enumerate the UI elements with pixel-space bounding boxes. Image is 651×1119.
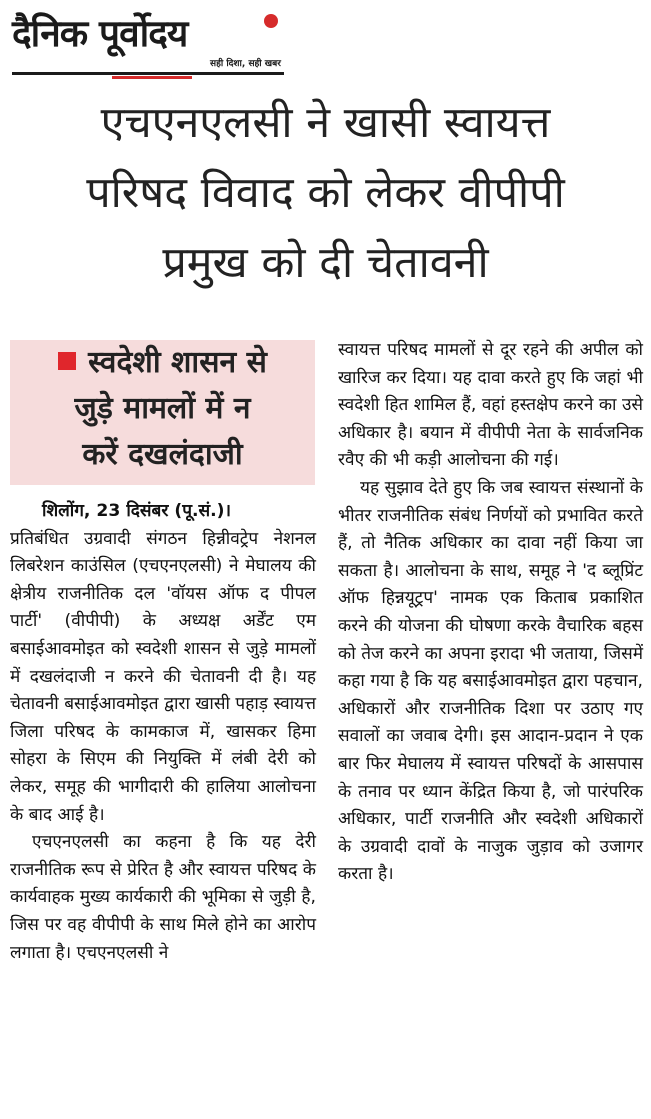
dateline: शिलोंग, 23 दिसंबर (पू.सं.)। (42, 501, 232, 521)
article-paragraph: एचएनएलसी का कहना है कि यह देरी राजनीतिक रूप से प्रेरित है और स्वायत्त परिषद के कार्यवाहक मुख्य कार्यकारी की भूमिका से जुड़ी है, जिस पर वह वीपीपी के साथ मिले होने का आरोप लगाता है। एचएनएलसी ने (10, 832, 316, 963)
subheadline-line: करें दखलंदाजी (82, 437, 243, 472)
article-paragraph: यह सुझाव देते हुए कि जब स्वायत्त संस्थानों के भीतर राजनीतिक संबंध निर्णयों को प्रभावित करते हैं, तो नैतिक अधिकार का दावा नहीं किया जा सकता है। आलोचना के साथ, समूह ने 'द ब्लूप्रिंट ऑफ हिन्नयूट्रप' नामक एक किताब प्रकाशित करने की योजना की घोषणा करके वैचारिक बहस को तेज करने का अपना इरादा भी जताया, जिसमें कहा गया है कि यह बसाईआवमोइत द्वारा पहचान, अधिकारों और राजनीतिक दिशा पर उठाए गए सवालों का जवाब देगी। इस आदान-प्रदान ने एक बार फिर मेघालय में स्वायत्त परिषदों के आसपास के तनाव पर ध्यान केंद्रित किया है, जो पारंपरिक अधिकार, पार्टी राजनीति और स्वदेशी अधिकारों के उग्रवादी दावों के नाजुक जुड़ाव को उजागर करता है। (338, 477, 643, 885)
newspaper-tagline: सही दिशा, सही खबर (210, 59, 281, 69)
headline (0, 88, 651, 298)
article-column-left (10, 498, 316, 967)
article-paragraph: प्रतिबंधित उग्रवादी संगठन हिन्नीवट्रेप नेशनल लिबरेशन काउंसिल (एचएनएलसी) ने मेघालय की क्षेत्रीय राजनीतिक दल 'वॉयस ऑफ द पीपल पार्टी' (वीपीपी) के अध्यक्ष अर्डेंट एम बसाईआवमोइत को स्वदेशी शासन से जुड़े मामलों में दखलंदाजी न करने की चेतावनी दी है। यह चेतावनी बसाईआवमोइत द्वारा खासी पहाड़ स्वायत्त जिला परिषद के कामकाज में, खासकर हिमा सोहरा के सिएम की नियुक्ति में लंबी देरी को लेकर, समूह की भागीदारी की हालिया आलोचना के बाद आई है। (10, 528, 316, 825)
square-bullet-icon (58, 352, 76, 370)
headline-line: प्रमुख को दी चेतावनी (162, 238, 489, 288)
article-column-right (338, 337, 643, 889)
headline-line: एचएनएलसी ने खासी स्वायत्त (100, 98, 551, 148)
article-paragraph: स्वायत्त परिषद मामलों से दूर रहने की अपील को खारिज कर दिया। यह दावा करते हुए कि जहां भी स्वदेशी हित शामिल हैं, वहां हस्तक्षेप करने का उसे अधिकार है। बयान में वीपीपी नेता के सार्वजनिक रवैए की भी कड़ी आलोचना की गई। (338, 340, 643, 471)
subheadline-line: स्वदेशी शासन से (88, 345, 267, 380)
masthead-rule-accent (112, 76, 192, 79)
masthead-rule (12, 72, 284, 75)
subheadline-line: जुड़े मामलों में न (74, 391, 251, 426)
masthead (12, 6, 284, 72)
headline-line: परिषद विवाद को लेकर वीपीपी (86, 168, 565, 218)
logo-dot-icon (264, 14, 278, 28)
newspaper-title: दैनिक पूर्वोदय (12, 12, 188, 55)
subheadline-box (10, 340, 315, 485)
